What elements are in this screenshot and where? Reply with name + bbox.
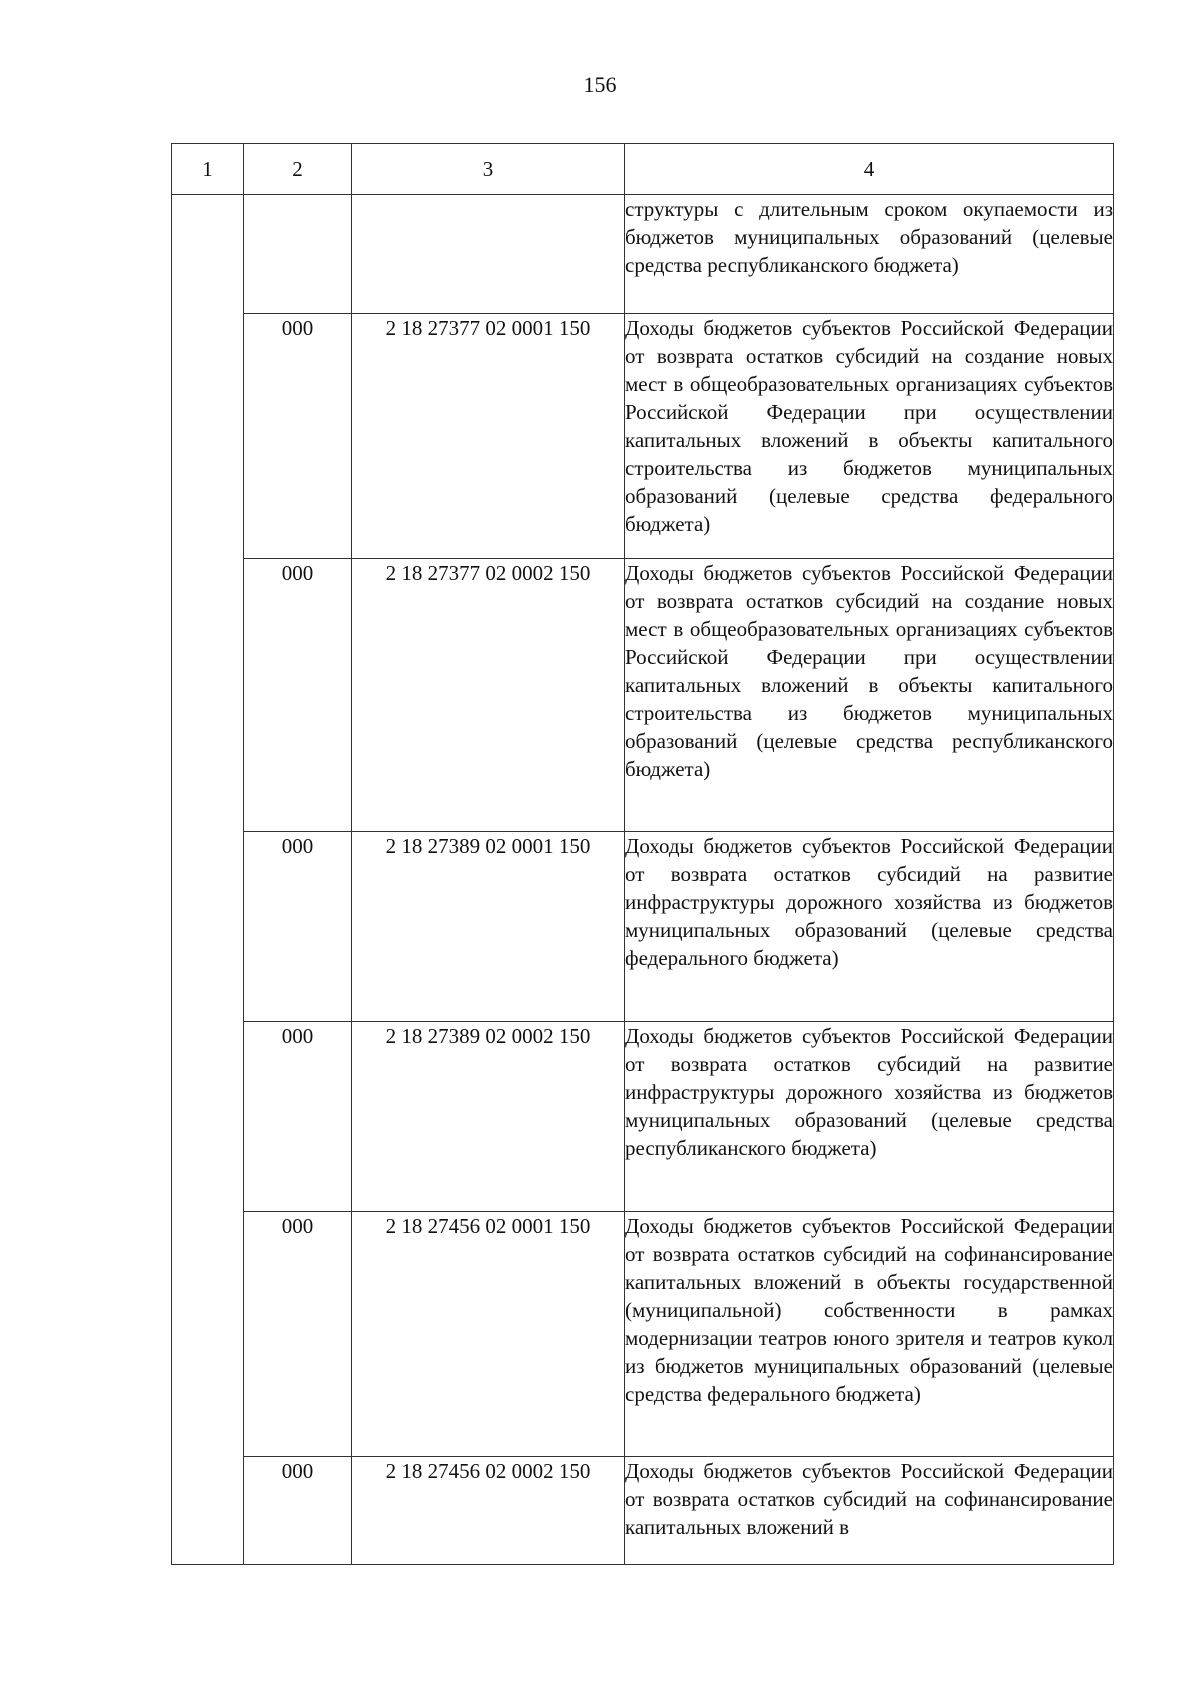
column-header-2: 2 — [244, 144, 352, 195]
admin-code-cell — [244, 195, 352, 314]
table-row — [172, 195, 1114, 314]
admin-code-cell: 000 — [244, 314, 352, 559]
description-cell: структуры с длительным сроком окупаемости из бюджетов муниципальных образований (целевые средства республиканского бюджета) — [625, 195, 1114, 314]
description-cell: Доходы бюджетов субъектов Российской Федерации от возврата остатков субсидий на развитие инфраструктуры дорожного хозяйства из бюджетов муниципальных образований (целевые средства республиканского бюджета) — [625, 1022, 1114, 1212]
description-cell: Доходы бюджетов субъектов Российской Федерации от возврата остатков субсидий на софинансирование капитальных вложений в объекты государственной (муниципальной) собственности в рамках модернизации театров юного зрителя и театров кукол из бюджетов муниципальных образований (целевые средства федерального бюджета) — [625, 1212, 1114, 1457]
column-header-4: 4 — [625, 144, 1114, 195]
table-row — [172, 1457, 1114, 1565]
admin-code-cell: 000 — [244, 1022, 352, 1212]
budget-code-cell: 2 18 27389 02 0001 150 — [352, 832, 625, 1022]
budget-code-cell: 2 18 27389 02 0002 150 — [352, 1022, 625, 1212]
admin-code-cell: 000 — [244, 832, 352, 1022]
table-row — [172, 1022, 1114, 1212]
column-header-3: 3 — [352, 144, 625, 195]
budget-code-cell: 2 18 27377 02 0001 150 — [352, 314, 625, 559]
budget-code-cell — [352, 195, 625, 314]
admin-code-cell: 000 — [244, 1457, 352, 1565]
description-cell: Доходы бюджетов субъектов Российской Федерации от возврата остатков субсидий на развитие инфраструктуры дорожного хозяйства из бюджетов муниципальных образований (целевые средства федерального бюджета) — [625, 832, 1114, 1022]
budget-code-cell: 2 18 27456 02 0002 150 — [352, 1457, 625, 1565]
admin-code-cell: 000 — [244, 559, 352, 832]
description-cell: Доходы бюджетов субъектов Российской Федерации от возврата остатков субсидий на создание новых мест в общеобразовательных организациях субъектов Российской Федерации при осуществлении капитальных вложений в объекты капитального строительства из бюджетов муниципальных образований (целевые средства федерального бюджета) — [625, 314, 1114, 559]
budget-code-cell: 2 18 27377 02 0002 150 — [352, 559, 625, 832]
page-number: 156 — [583, 72, 617, 97]
column-header-1: 1 — [172, 144, 244, 195]
budget-table — [171, 143, 1114, 1565]
table-row — [172, 559, 1114, 832]
table-row — [172, 1212, 1114, 1457]
table-row — [172, 314, 1114, 559]
budget-code-cell: 2 18 27456 02 0001 150 — [352, 1212, 625, 1457]
table-row — [172, 832, 1114, 1022]
admin-code-cell: 000 — [244, 1212, 352, 1457]
group-cell — [172, 195, 244, 1565]
table-header-row — [172, 144, 1114, 195]
description-cell: Доходы бюджетов субъектов Российской Федерации от возврата остатков субсидий на софинансирование капитальных вложений в — [625, 1457, 1114, 1565]
description-cell: Доходы бюджетов субъектов Российской Федерации от возврата остатков субсидий на создание новых мест в общеобразовательных организациях субъектов Российской Федерации при осуществлении капитальных вложений в объекты капитального строительства из бюджетов муниципальных образований (целевые средства республиканского бюджета) — [625, 559, 1114, 832]
